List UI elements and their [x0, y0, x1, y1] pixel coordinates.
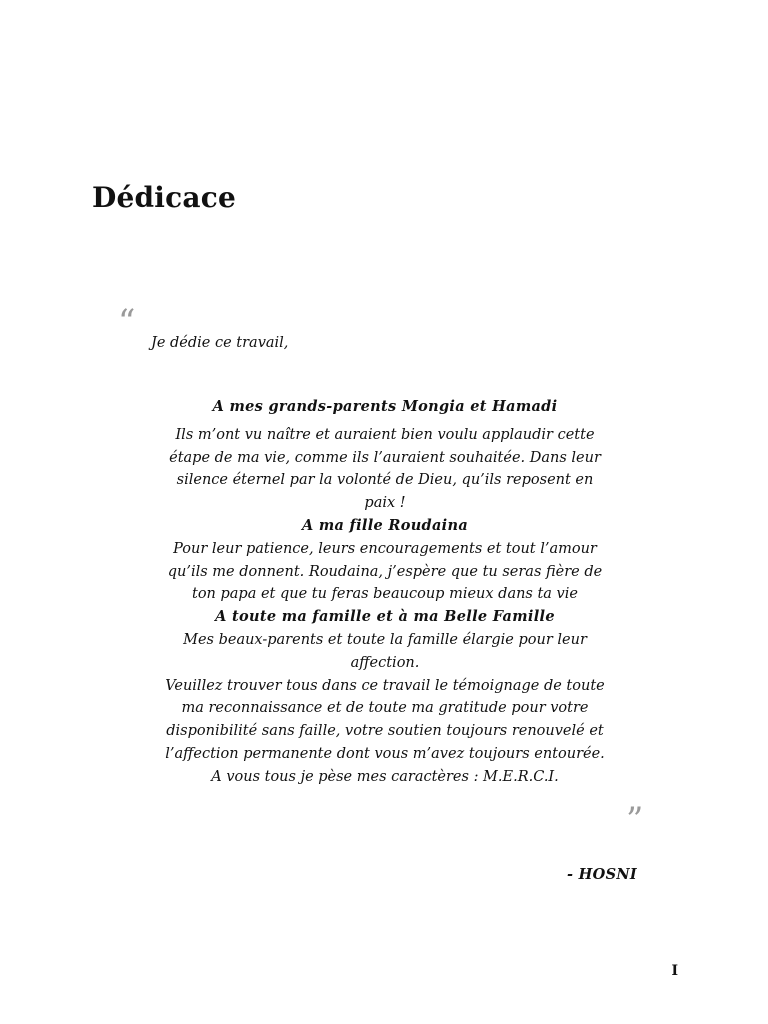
dedication-line: Pour leur patience, leurs encouragements et tout l’amour: [173, 540, 597, 557]
dedication-line: l’affection permanente dont vous m’avez toujours entourée.: [165, 745, 605, 762]
dedication-intro: Je dédie ce travail,: [151, 335, 289, 351]
dedication-line: Veuillez trouver tous dans ce travail le témoignage de toute: [165, 677, 605, 694]
dedication-line: ma reconnaissance et de toute ma gratitude pour votre: [181, 700, 589, 717]
dedication-line: affection.: [350, 654, 420, 671]
dedication-line: Mes beaux-parents et toute la famille élargie pour leur: [183, 631, 587, 648]
section-heading-daughter: A ma fille Roudaina: [301, 516, 469, 534]
dedication-line: ton papa et que tu feras beaucoup mieux dans ta vie: [192, 586, 578, 603]
dedication-line: disponibilité sans faille, votre soutien toujours renouvelé et: [166, 723, 604, 740]
opening-quote-mark: “: [118, 302, 136, 342]
page-title: Dédicace: [92, 181, 236, 214]
closing-quote-mark: ”: [626, 800, 644, 840]
dedication-line: Ils m’ont vu naître et auraient bien voulu applaudir cette: [175, 426, 595, 443]
dedication-body: [146, 396, 624, 789]
dedication-line: étape de ma vie, comme ils l’auraient souhaitée. Dans leur: [169, 449, 601, 466]
dedication-line: silence éternel par la volonté de Dieu, qu’ils reposent en: [176, 472, 594, 489]
dedication-line: qu’ils me donnent. Roudaina, j’espère que tu seras fière de: [167, 563, 603, 580]
dedication-line: paix !: [364, 495, 406, 512]
section-heading-family: A toute ma famille et à ma Belle Famille: [215, 608, 555, 626]
section-heading-grandparents: A mes grands-parents Mongia et Hamadi: [212, 398, 558, 415]
dedication-line: A vous tous je pèse mes caractères : M.E.R.C.I.: [211, 768, 559, 785]
page-number: I: [671, 963, 678, 979]
signature: - HOSNI: [566, 866, 637, 883]
